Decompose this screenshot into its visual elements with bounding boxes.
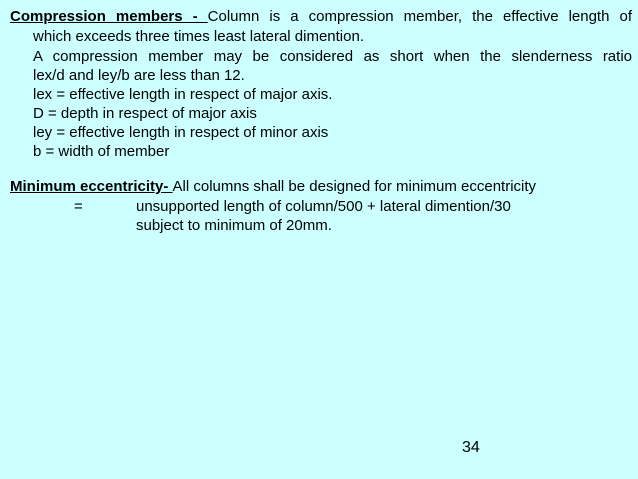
compression-text-7: ley = effective length in respect of minor axis (33, 124, 329, 141)
page-number: 34 (462, 439, 480, 456)
compression-text-5: lex = effective length in respect of major axis. (33, 86, 333, 103)
compression-text-1: Column is a compression member, the effective length of (207, 8, 632, 25)
compression-text-4: lex/d and ley/b are less than 12. (33, 67, 245, 84)
eccentricity-text-1: All columns shall be designed for minimum eccentricity (172, 178, 537, 195)
eccentricity-heading: Minimum eccentricity- (10, 178, 173, 195)
compression-text-6: D = depth in respect of major axis (33, 105, 257, 122)
compression-text-3: A compression member may be considered as short when the slenderness ratio (33, 48, 632, 65)
compression-text-8: b = width of member (33, 143, 170, 160)
eccentricity-condition: subject to minimum of 20mm. (136, 217, 332, 234)
compression-heading: Compression members - (10, 8, 208, 25)
compression-text-2: which exceeds three times least lateral dimention. (33, 28, 364, 45)
eccentricity-equals: = (74, 198, 83, 215)
eccentricity-formula: unsupported length of column/500 + lateral dimention/30 (136, 198, 511, 215)
eccentricity-first-line (10, 177, 536, 196)
compression-first-line (10, 7, 632, 26)
